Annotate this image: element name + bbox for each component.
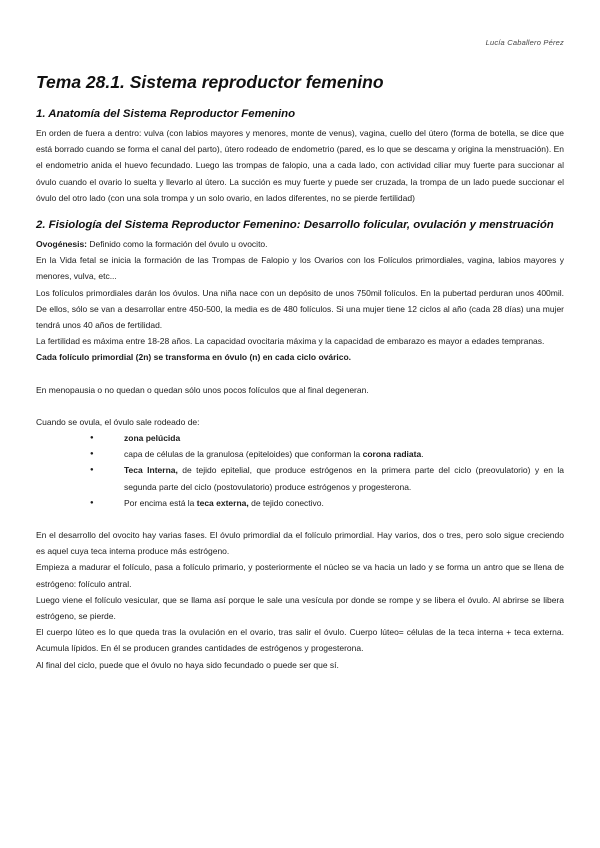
vesicular-paragraph: Luego viene el folículo vesicular, que se llama así porque le sale una vesícula por donde se rompe y se libera el óvulo. Al abrirse se libera estrógeno, se pierde. — [36, 594, 564, 622]
list-item-bold: Teca Interna, — [124, 465, 178, 476]
transform-paragraph — [36, 349, 564, 365]
list-item-bold: corona radiata — [362, 449, 422, 460]
list-item — [124, 495, 564, 511]
list-item-bold: teca externa, — [196, 497, 249, 508]
author-name: Lucía Caballero Pérez — [485, 38, 564, 47]
transform-bold: Cada folículo primordial (2n) se transforma en óvulo (n) en cada ciclo ovárico. — [36, 352, 352, 363]
list-item-text: capa de células de la granulosa (epiteloides) que conforman la — [124, 449, 363, 460]
maturation-paragraph: Empieza a madurar el folículo, pasa a folículo primario, y posteriormente el núcleo se va hacia un lado y se forma un antro que se llena de estrógeno: folículo antral. — [36, 562, 564, 589]
ovulation-intro: Cuando se ovula, el óvulo sale rodeado de: — [36, 416, 200, 427]
corpus-luteum-paragraph: El cuerpo lúteo es lo que queda tras la ovulación en el ovario, tras salir el óvulo. Cuerpo lúteo= células de la teca interna + teca externa. Acumula lípidos. En él se producen grandes cantidades de estrógenos y progesterona. — [36, 627, 564, 654]
section-1-paragraph: En orden de fuera a dentro: vulva (con labios mayores y menores, monte de venus), vagina, cuello del útero (forma de botella, se dice que está borrado cuando se forma el canal del parto), útero rodeado de endometrio (pared, es lo que se descama y origina la menstruación). En el endometrio anida el huevo fecundado. Luego las trompas de falopio, una a cada lado, con actividad ciliar muy fuerte para succionar al óvulo cuando el ovario lo suelta y llevarlo al útero. La succión es muy fuerte y puede ser cruzada, la trompa de un lado puede succionar el óvulo del otro lado (con una sola trompa y un solo ovario, en lados diferentes, no se pierde fertilidad) — [36, 127, 564, 203]
cycle-end-paragraph: Al final del ciclo, puede que el óvulo no haya sido fecundado o puede ser que sí. — [36, 659, 339, 670]
list-item — [124, 462, 564, 494]
phases-paragraph: En el desarrollo del ovocito hay varias fases. El óvulo primordial da el folículo primordial. Hay varios, dos o tres, pero solo sigue creciendo es aquel cuya teca interna produce más estrógeno. — [36, 530, 564, 557]
document-body — [36, 72, 564, 673]
list-item — [124, 446, 564, 462]
follicles-paragraph: Los folículos primordiales darán los óvulos. Una niña nace con un depósito de unos 750mil folículos. En la pubertad perduran unos 400mil. De ellos, sólo se van a desarrollar entre 450-500, la media es de 480 folículos. Si una mujer tiene 12 ciclos al año (cada 28 días) una mujer tendrá unos 40 años de fertilidad. — [36, 287, 564, 330]
list-item-text: de tejido conectivo. — [248, 497, 324, 508]
page-title: Tema 28.1. Sistema reproductor femenino — [36, 72, 384, 92]
ovogenesis-text: Definido como la formación del óvulo u ovocito. — [87, 238, 268, 249]
list-item — [124, 430, 564, 446]
section-2-heading: 2. Fisiología del Sistema Reproductor Femenino: Desarrollo folicular, ovulación y menstruación — [36, 218, 554, 231]
menopause-paragraph: En menopausia o no quedan o quedan sólo unos pocos folículos que al final degeneran. — [36, 384, 369, 395]
list-item-bold: zona pelúcida — [124, 432, 181, 443]
ovulation-list — [36, 430, 564, 511]
list-item-text: . — [421, 449, 424, 460]
fertility-paragraph: La fertilidad es máxima entre 18-28 años. La capacidad ovocitaria máxima y la capacidad de embarazo es mayor a edades tempranas. — [36, 336, 545, 347]
fetal-paragraph: En la Vida fetal se inicia la formación de las Trompas de Falopio y los Ovarios con los Folículos primordiales, vagina, labios mayores y menores, vulva, etc... — [36, 255, 564, 282]
ovogenesis-label: Ovogénesis: — [36, 238, 88, 249]
ovogenesis-paragraph — [36, 236, 564, 252]
list-item-text: Por encima está la — [124, 497, 197, 508]
list-item-text: de tejido epitelial, que produce estrógenos en la primera parte del ciclo (preovulatorio) y en la segunda parte del ciclo (postovulatorio) produce estrógenos y progesterona. — [124, 465, 564, 492]
section-1-heading: 1. Anatomía del Sistema Reproductor Femenino — [36, 108, 296, 120]
